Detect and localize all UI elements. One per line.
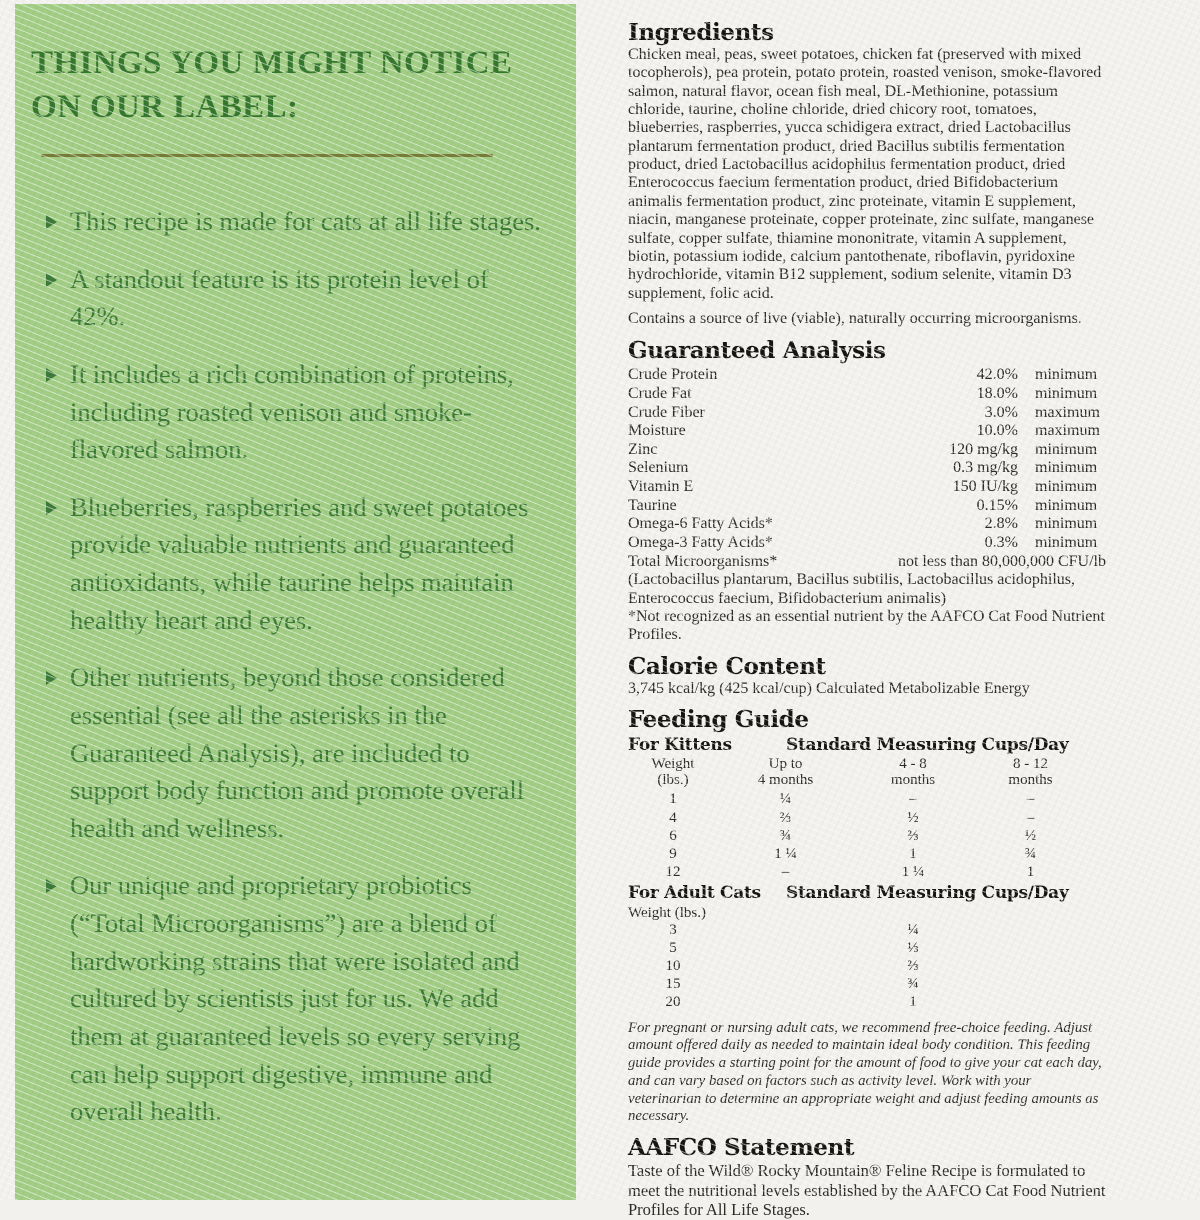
kitten-weight: 1 — [669, 791, 677, 808]
ga-total-value: not less than 80,000,000 CFU/lb — [897, 552, 1106, 570]
column-header — [973, 756, 1088, 791]
bullet-item — [31, 659, 550, 847]
ingredients-text: Chicken meal, peas, sweet potatoes, chicken fat (preserved with mixed tocopherols), pea protein, potato protein, roasted venison, smoke-flavored salmon, natural flavor, ocean fish meal, DL-Methionine, potassium chloride, taurine, choline chloride, dried chicory root, tomatoes, blueberries, raspberries, yucca schidigera extract, dried Lactobacillus plantarum fermentation product, dried Bacillus subtilis fermentation product, dried Lactobacillus acidophilus fermentation product, dried Enterococcus faecium fermentation product, dried Bifidobacterium animalis fermentation product, zinc proteinate, vitamin E supplement, niacin, manganese proteinate, copper proteinate, zinc sulfate, manganese sulfate, copper sulfate, thiamine mononitrate, vitamin A supplement, biotin, potassium iodide, calcium pantothenate, riboflavin, pyridoxine hydrochloride, vitamin B12 supplement, sodium selenite, vitamin D3 supplement, folic acid. — [628, 45, 1102, 302]
kitten-weight: 6 — [669, 827, 677, 844]
ga-qualifier: minimum — [1035, 533, 1098, 551]
column-header-line: months — [1008, 772, 1053, 789]
label-info-column — [628, 20, 1106, 1220]
kitten-cups: ¾ — [779, 827, 792, 844]
kitten-cups: 1 ¼ — [901, 863, 925, 880]
kitten-cups: – — [909, 791, 917, 808]
kitten-cups: ¼ — [779, 791, 792, 808]
kitten-cups: – — [781, 863, 790, 880]
ga-strain-list: (Lactobacillus plantarum, Bacillus subtilis, Lactobacillus acidophilus, Enterococcus faecium, Bifidobacterium animalis) — [628, 571, 1076, 607]
title-divider-rule — [41, 154, 493, 157]
adult-cups: ⅔ — [907, 957, 919, 974]
adult-cups: ¼ — [907, 921, 919, 938]
bullet-item — [31, 203, 550, 241]
adult-weight: 10 — [665, 957, 681, 974]
bullet-triangle-icon — [46, 273, 57, 287]
ga-value: 2.8% — [984, 515, 1018, 533]
adult-cups: ⅓ — [907, 939, 919, 956]
bullet-text: It includes a rich combination of proteins, including roasted venison and smoke-flavored salmon. — [70, 358, 514, 465]
bullet-text: This recipe is made for cats at all life stages. — [70, 206, 541, 237]
ga-row — [628, 515, 1106, 534]
bullet-triangle-icon — [46, 879, 57, 893]
ga-qualifier: minimum — [1035, 459, 1098, 477]
kittens-table-caption — [628, 735, 1106, 756]
aafco-statement-text: Taste of the Wild® Rocky Mountain® Feline Recipe is formulated to meet the nutritional levels established by the AAFCO Cat Food Nutrient Profiles for All Life Stages. — [628, 1160, 1106, 1220]
ga-qualifier: minimum — [1035, 366, 1098, 384]
ga-value: 150 IU/kg — [952, 478, 1018, 496]
kitten-weight: 4 — [669, 809, 677, 826]
ga-row — [628, 459, 1106, 478]
ga-row — [628, 385, 1106, 404]
kitten-cups: 1 — [909, 845, 917, 862]
kitten-cups: ⅔ — [907, 827, 919, 844]
adult-weight: 20 — [665, 994, 681, 1011]
ga-row — [628, 404, 1106, 423]
for-kittens-label: For Kittens — [628, 734, 732, 755]
ga-value: 18.0% — [976, 384, 1018, 402]
adult-weight: 5 — [669, 939, 677, 956]
kittens-feeding-table — [628, 756, 1106, 881]
column-header-line: Weight — [651, 755, 695, 772]
calorie-content-text: 3,745 kcal/kg (425 kcal/cup) Calculated Metabolizable Energy — [628, 679, 1030, 697]
guaranteed-analysis-table — [628, 366, 1106, 571]
for-adult-cats-label: For Adult Cats — [628, 883, 761, 904]
column-header-line: 4 - 8 — [899, 755, 927, 772]
ga-row — [628, 478, 1106, 497]
adults-table-caption — [628, 883, 1106, 904]
ga-nutrient: Omega-3 Fatty Acids* — [628, 533, 773, 551]
bullet-triangle-icon — [46, 215, 57, 229]
column-header-line: months — [890, 772, 936, 789]
ga-row — [628, 534, 1106, 553]
ga-qualifier: minimum — [1035, 384, 1098, 402]
ga-nutrient: Total Microorganisms* — [628, 552, 778, 570]
ga-value: 0.15% — [976, 496, 1018, 514]
ga-row — [628, 497, 1106, 516]
calorie-content-heading: Calorie Content — [628, 652, 826, 680]
kitten-cups: 1 — [1026, 863, 1035, 880]
column-header — [853, 756, 973, 791]
column-header-line: 8 - 12 — [1013, 755, 1048, 772]
bullet-item — [31, 489, 550, 640]
ga-row — [628, 366, 1106, 385]
bullet-item — [31, 261, 550, 336]
bullet-item — [31, 356, 550, 469]
bullet-list — [31, 203, 550, 1131]
bullet-text: Blueberries, raspberries and sweet potatoes provide valuable nutrients and guaranteed antioxidants, while taurine helps maintain healthy heart and eyes. — [70, 491, 529, 635]
adult-cups: 1 — [909, 994, 917, 1011]
bullet-triangle-icon — [46, 368, 57, 382]
ga-qualifier: minimum — [1035, 496, 1098, 514]
ga-value: 10.0% — [976, 422, 1018, 440]
bullet-triangle-icon — [46, 501, 57, 515]
ga-nutrient: Vitamin E — [628, 478, 694, 496]
kitten-weight: 12 — [665, 863, 681, 880]
guaranteed-analysis-heading: Guaranteed Analysis — [628, 336, 886, 364]
kitten-cups: 1 ¼ — [774, 845, 797, 862]
ga-total-row — [628, 553, 1106, 572]
ga-row — [628, 441, 1106, 460]
ga-value: 0.3% — [984, 533, 1018, 551]
adult-weight: 15 — [665, 975, 681, 992]
adult-weight-header: Weight (lbs.) — [628, 904, 706, 921]
kitten-cups: ¾ — [1024, 845, 1037, 862]
aafco-statement-heading: AAFCO Statement — [628, 1134, 855, 1162]
kitten-cups: ½ — [1024, 827, 1037, 844]
ga-nutrient: Crude Fiber — [628, 403, 705, 421]
bullet-text: Our unique and proprietary probiotics (“Total Microorganisms”) are a blend of hardworking strains that were isolated and cultured by scientists just for us. We add them at guaranteed levels so every serving can help support digestive, immune and overall health. — [70, 870, 521, 1127]
kitten-cups: – — [1026, 791, 1035, 808]
ga-nutrient: Zinc — [628, 440, 658, 458]
ga-nutrient: Omega-6 Fatty Acids* — [628, 515, 773, 533]
column-header — [628, 756, 718, 791]
ga-value: 0.3 mg/kg — [953, 459, 1018, 477]
column-header-line: (lbs.) — [657, 772, 689, 789]
kittens-cups-label: Standard Measuring Cups/Day — [786, 734, 1069, 755]
ga-nutrient: Crude Protein — [628, 366, 718, 384]
adult-cups: ¾ — [907, 975, 919, 992]
bullet-text: Other nutrients, beyond those considered essential (see all the asterisks in the Guaranteed Analysis), are included to support body function and promote overall health and wellness. — [70, 662, 525, 843]
kitten-weight: 9 — [669, 845, 677, 862]
ga-value: 120 mg/kg — [949, 440, 1018, 458]
adult-weight: 3 — [669, 921, 677, 938]
ga-nutrient: Selenium — [628, 459, 689, 477]
ga-qualifier: maximum — [1035, 422, 1100, 440]
ingredients-heading: Ingredients — [628, 19, 774, 46]
ga-qualifier: minimum — [1035, 440, 1098, 458]
bullet-text: A standout feature is its protein level of 42%. — [70, 263, 489, 332]
adults-feeding-table — [628, 921, 1106, 1011]
kitten-cups: – — [1026, 809, 1035, 826]
ga-row — [628, 422, 1106, 441]
left-marketing-panel — [15, 4, 576, 1200]
bullet-item — [31, 867, 550, 1130]
column-header — [718, 756, 853, 791]
ga-qualifier: minimum — [1035, 515, 1098, 533]
kitten-cups: ⅔ — [779, 809, 792, 826]
ga-nutrient: Crude Fat — [628, 384, 692, 402]
feeding-guide-heading: Feeding Guide — [628, 705, 809, 733]
panel-title: THINGS YOU MIGHT NOTICE ON OUR LABEL: — [31, 45, 513, 125]
adults-cups-label: Standard Measuring Cups/Day — [786, 883, 1069, 904]
column-header-line: Up to — [768, 755, 803, 772]
ga-nutrient: Taurine — [628, 496, 677, 514]
column-header-line: 4 months — [757, 772, 814, 789]
ga-value: 3.0% — [984, 403, 1018, 421]
ga-value: 42.0% — [976, 366, 1018, 384]
ga-nutrient: Moisture — [628, 422, 686, 440]
ga-footnote: *Not recognized as an essential nutrient by the AAFCO Cat Food Nutrient Profiles. — [628, 608, 1105, 644]
ga-qualifier: maximum — [1035, 403, 1100, 421]
feeding-guide-note: For pregnant or nursing adult cats, we recommend free-choice feeding. Adjust amount offered daily as needed to maintain ideal body condition. This feeding guide provides a starting point for the amount of food to give your cat each day, and can vary based on factors such as activity level. Work with your veterinarian to determine an appropriate weight and adjust feeding amounts as necessary. — [628, 1019, 1102, 1125]
ga-qualifier: minimum — [1035, 478, 1098, 496]
live-microorganisms-note: Contains a source of live (viable), naturally occurring microorganisms. — [628, 310, 1082, 328]
bullet-triangle-icon — [46, 671, 57, 685]
kitten-cups: ½ — [907, 809, 919, 826]
